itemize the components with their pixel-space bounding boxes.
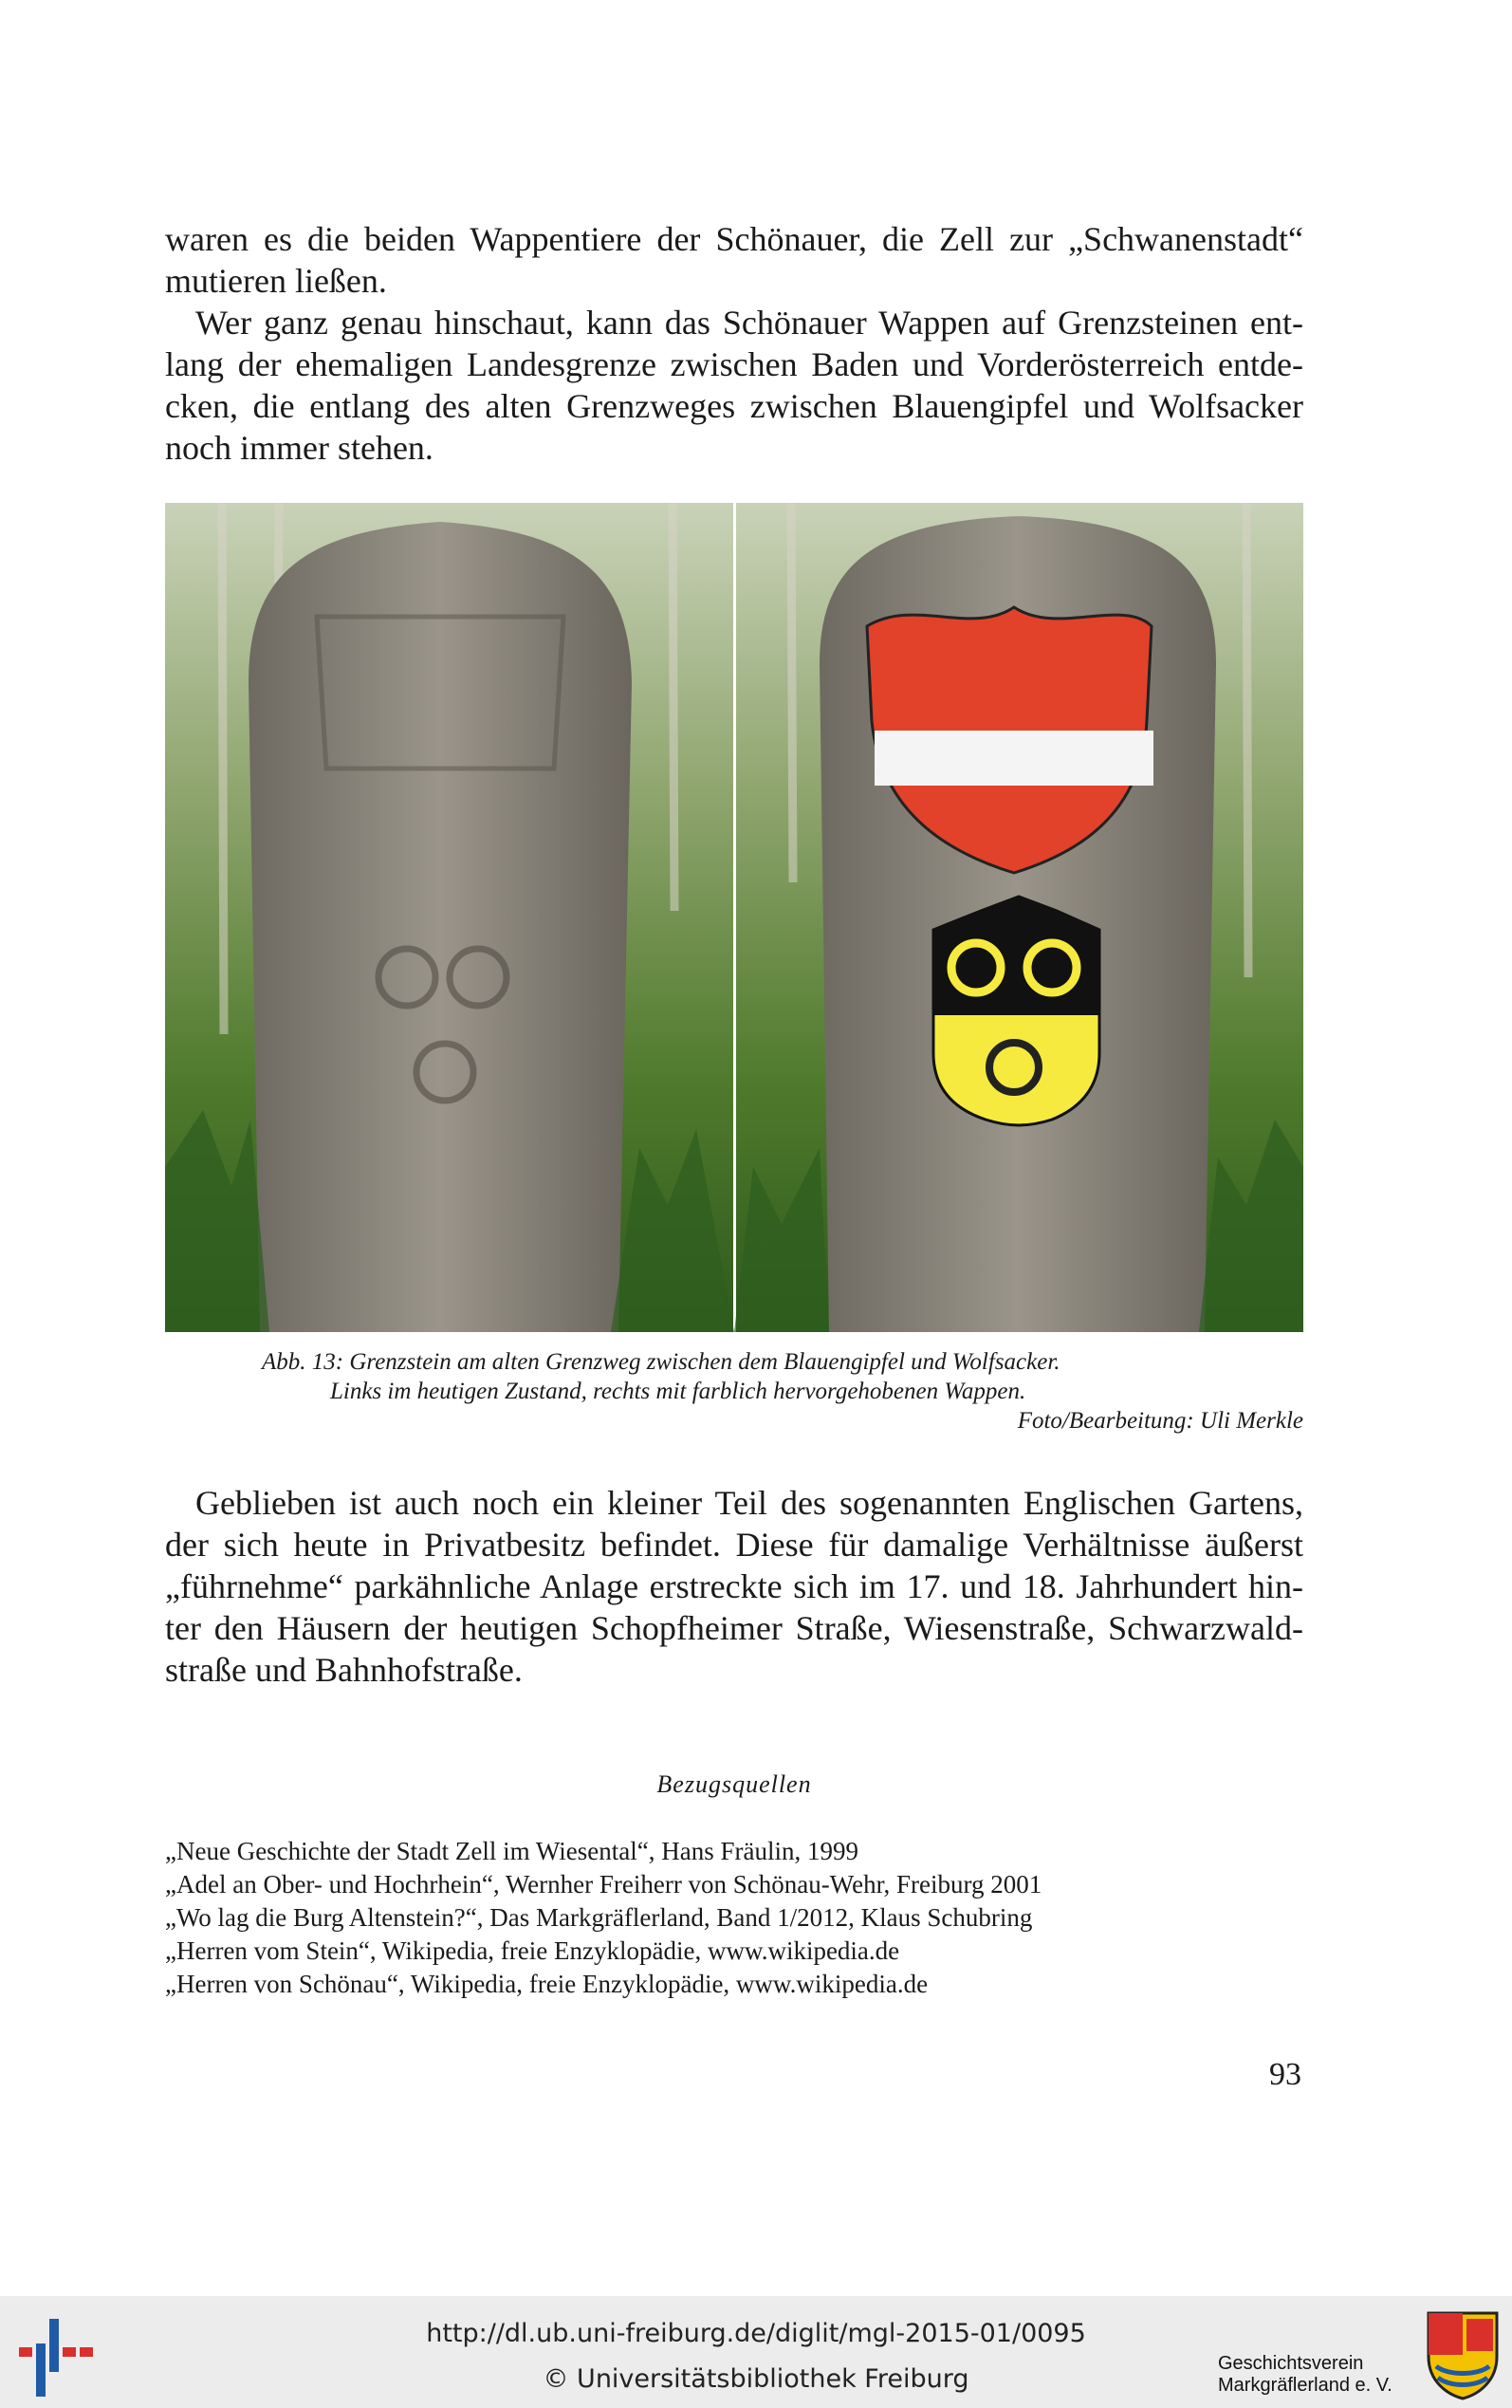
text-line: Geblieben ist auch noch ein kleiner Teil des sogenannten Englischen Gartens, [195, 1484, 1303, 1522]
sources-list [165, 1835, 1303, 2001]
source-item: „Wo lag die Burg Altenstein?“, Das Markgräflerland, Band 1/2012, Klaus Schubring [165, 1903, 1033, 1932]
footer-bar [0, 2296, 1512, 2408]
text-line: mutieren ließen. [165, 262, 387, 300]
text-line: noch immer stehen. [165, 429, 433, 467]
figure-caption [165, 1347, 1303, 1436]
society-line: Markgräflerland e. V. [1218, 2375, 1392, 2396]
society-crest-icon [1425, 2309, 1501, 2405]
text-line: cken, die entlang des alten Grenzweges zwischen Blauengipfel und Wolfsacker [165, 387, 1303, 425]
left-boundary-stone [249, 522, 632, 1332]
caption-line: Abb. 13: Grenzstein am alten Grenzweg zwischen dem Blauengipfel und Wolfsacker. [262, 1349, 1060, 1375]
source-item: „Neue Geschichte der Stadt Zell im Wiesental“, Hans Fräulin, 1999 [165, 1837, 858, 1865]
photo-credit: Foto/Bearbeitung: Uli Merkle [1017, 1408, 1303, 1434]
text-line: Wer ganz genau hinschaut, kann das Schönauer Wappen auf Grenzsteinen ent- [195, 304, 1303, 342]
text-line: der sich heute in Privatbesitz befindet. Diese für damalige Verhältnisse äußerst [165, 1526, 1303, 1564]
source-item: „Adel an Ober- und Hochrhein“, Wernher Freiherr von Schönau-Wehr, Freiburg 2001 [165, 1870, 1042, 1899]
copyright-notice: © Universitätsbibliothek Freiburg [543, 2364, 969, 2394]
text-line: straße und Bahnhofstraße. [165, 1651, 523, 1689]
society-name [1218, 2353, 1392, 2397]
text-line: waren es die beiden Wappentiere der Schönauer, die Zell zur „Schwanenstadt“ [165, 220, 1303, 258]
paragraph-1 [165, 218, 1303, 469]
right-boundary-stone [820, 516, 1216, 1332]
source-item: „Herren vom Stein“, Wikipedia, freie Enzyklopädie, www.wikipedia.de [165, 1936, 900, 1965]
caption-line: Links im heutigen Zustand, rechts mit farblich hervorgehobenen Wappen. [330, 1379, 1026, 1404]
sources-heading: Bezugsquellen [656, 1770, 812, 1798]
source-item: „Herren von Schönau“, Wikipedia, freie Enzyklopädie, www.wikipedia.de [165, 1970, 929, 1998]
document-url-link[interactable]: http://dl.ub.uni-freiburg.de/diglit/mgl-2015-01/0095 [426, 2319, 1086, 2348]
text-line: „führnehme“ parkähnliche Anlage erstreckte sich im 17. und 18. Jahrhundert hin- [165, 1567, 1303, 1605]
boundary-stones-photo [165, 503, 1303, 1332]
society-line: Geschichtsverein [1218, 2353, 1364, 2374]
text-line: ter den Häusern der heutigen Schopfheimer Straße, Wiesenstraße, Schwarzwald- [165, 1609, 1303, 1647]
paragraph-2 [165, 1482, 1303, 1691]
page-number: 93 [1269, 2057, 1301, 2092]
text-line: lang der ehemaligen Landesgrenze zwischen Baden und Vorderösterreich entde- [165, 345, 1303, 383]
